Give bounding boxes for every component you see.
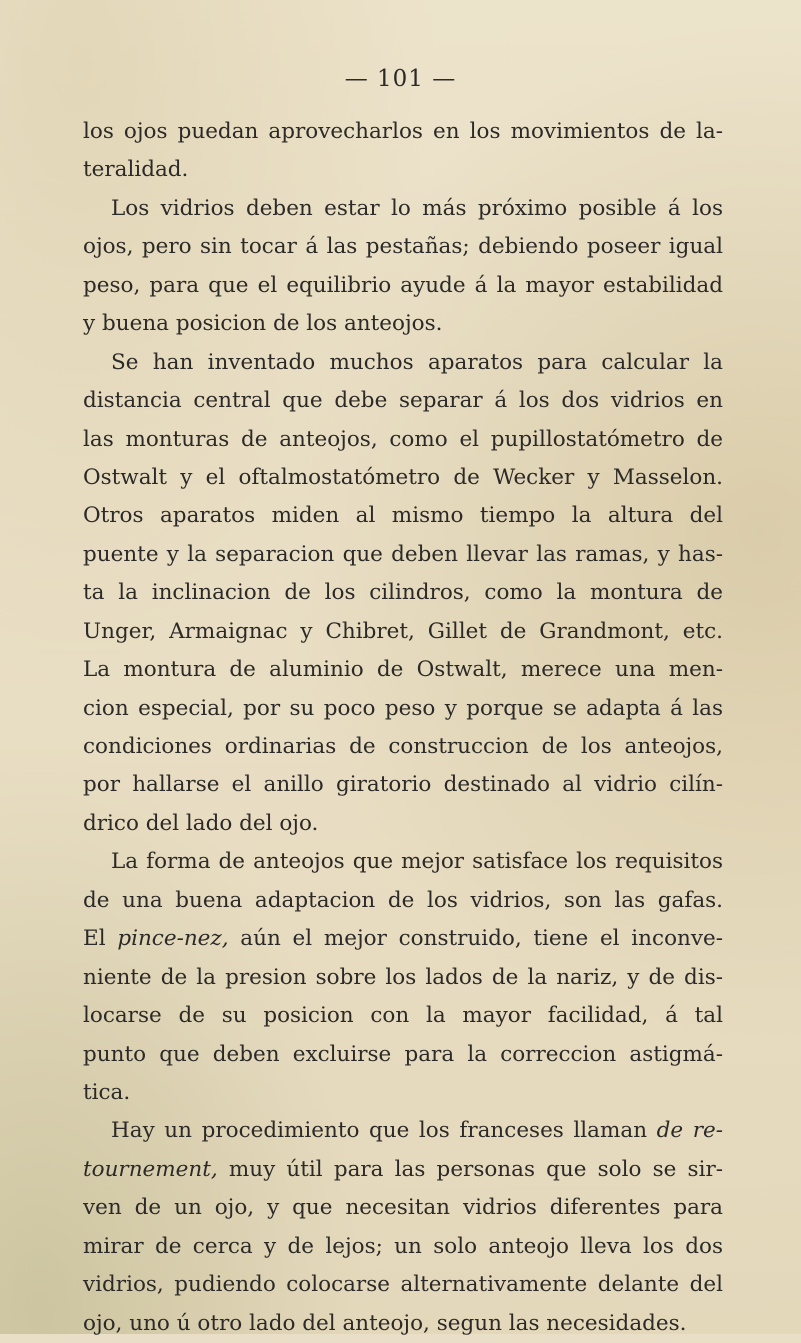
text-line: mirar de cerca y de lejos; un solo anteojo lleva los dos	[83, 1233, 723, 1259]
italic-phrase: pince-nez,	[117, 926, 229, 952]
text-line: ojos, pero sin tocar á las pestañas; debiendo poseer igual	[83, 234, 723, 260]
text-line: Otros aparatos miden al mismo tiempo la altura del	[83, 503, 723, 529]
text-line: locarse de su posicion con la mayor facilidad, á tal	[83, 1003, 723, 1029]
text-line: El pince-nez, aún el mejor construido, tiene el inconve-	[83, 926, 723, 952]
text-line: Los vidrios deben estar lo más próximo posible á los	[111, 195, 723, 221]
text-line: tournement, muy útil para las personas que solo se sir-	[83, 1156, 723, 1182]
text-line: distancia central que debe separar á los dos vidrios en	[83, 388, 723, 414]
text-line: condiciones ordinarias de construccion de los anteojos,	[83, 734, 723, 759]
text-line: puente y la separacion que deben llevar las ramas, y has-	[83, 541, 723, 567]
text-line: ojo, uno ú otro lado del anteojo, segun las necesidades.	[83, 1310, 687, 1336]
text-line: cion especial, por su poco peso y porque se adapta á las	[83, 695, 723, 721]
text-line: drico del lado del ojo.	[83, 810, 319, 836]
text-line: Unger, Armaignac y Chibret, Gillet de Grandmont, etc.	[83, 618, 723, 644]
text-line: punto que deben excluirse para la correccion astigmá-	[83, 1041, 723, 1067]
text-line: La forma de anteojos que mejor satisface los requisitos	[111, 849, 723, 875]
text-line: peso, para que el equilibrio ayude á la mayor estabilidad	[83, 272, 723, 298]
text-line: ta la inclinacion de los cilindros, como la montura de	[83, 580, 723, 606]
italic-phrase: tournement,	[83, 1156, 218, 1182]
text-line: Se han inventado muchos aparatos para calcular la	[111, 349, 723, 375]
text-line: Hay un procedimiento que los franceses llaman de re-	[111, 1118, 723, 1144]
body-text	[83, 113, 723, 1343]
text-line: vidrios, pudiendo colocarse alternativamente delante del	[83, 1272, 723, 1298]
text-line: por hallarse el anillo giratorio destinado al vidrio cilín-	[83, 772, 723, 798]
text-line: tica.	[83, 1079, 131, 1105]
text-line: Ostwalt y el oftalmostatómetro de Wecker y Masselon.	[83, 464, 723, 490]
page-number: — 101 —	[344, 66, 457, 92]
text-line: de una buena adaptacion de los vidrios, son las gafas.	[83, 887, 723, 913]
text-line: ven de un ojo, y que necesitan vidrios diferentes para	[83, 1195, 723, 1221]
text-line: los ojos puedan aprovecharlos en los movimientos de la-	[83, 119, 723, 144]
text-line: niente de la presion sobre los lados de la nariz, y de dis-	[83, 964, 723, 990]
text-line: y buena posicion de los anteojos.	[83, 311, 443, 337]
text-line: las monturas de anteojos, como el pupillostatómetro de	[83, 426, 723, 452]
text-line: teralidad.	[83, 157, 189, 183]
text-line: La montura de aluminio de Ostwalt, merece una men-	[83, 657, 723, 683]
italic-phrase: de re-	[656, 1118, 723, 1144]
